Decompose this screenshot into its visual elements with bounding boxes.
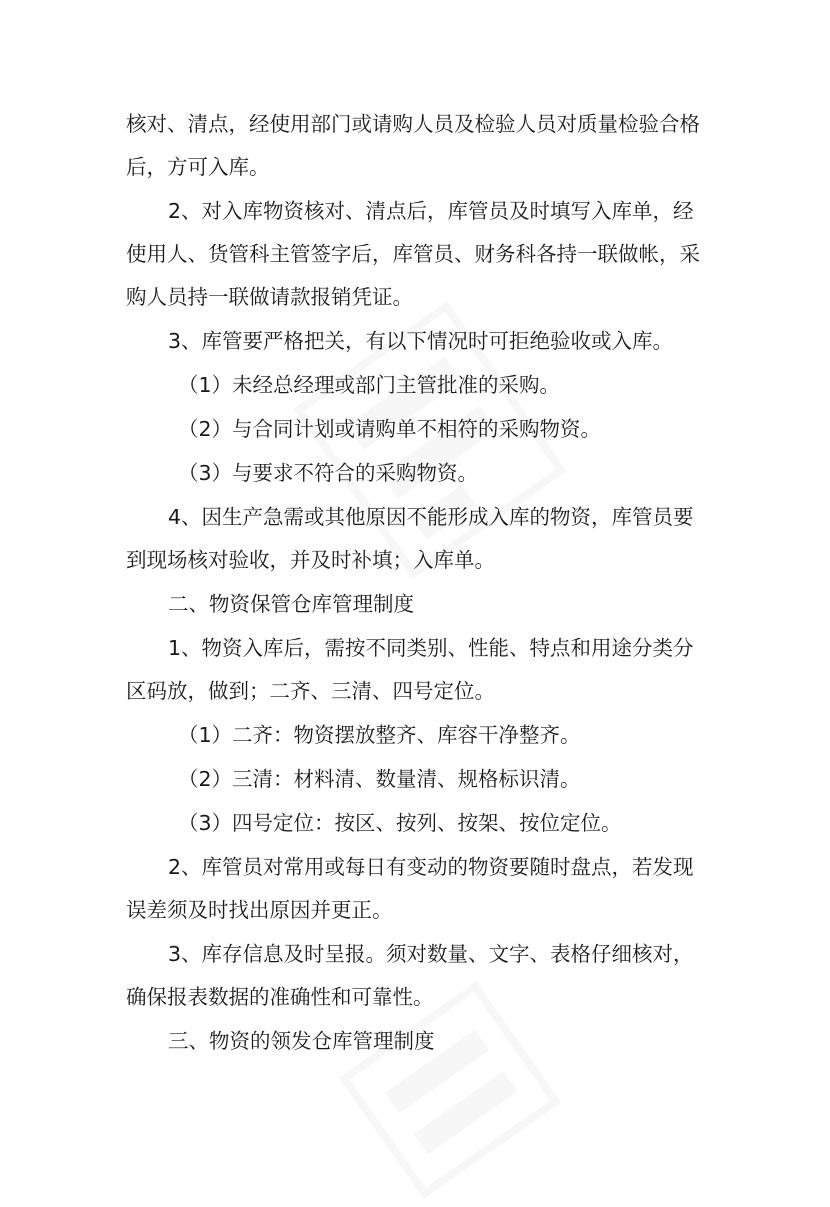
document-body	[126, 103, 716, 1063]
text-line: 3、库管要严格把关，有以下情况时可拒绝验收或入库。	[168, 329, 674, 353]
list-item: （2）三清：材料清、数量清、规格标识清。	[178, 767, 581, 791]
list-item: （3）四号定位：按区、按列、按架、按位定位。	[178, 811, 622, 835]
text-line: 核对、清点，经使用部门或请购人员及检验人员对质量检验合格	[126, 112, 700, 136]
list-item: （1）未经总经理或部门主管批准的采购。	[178, 373, 561, 397]
text-line: 到现场核对验收，并及时补填；入库单。	[126, 548, 495, 572]
list-item: （2）与合同计划或请购单不相符的采购物资。	[178, 417, 602, 441]
text-line: 确保报表数据的准确性和可靠性。	[126, 985, 434, 1009]
list-item: （1）二齐：物资摆放整齐、库容干净整齐。	[178, 723, 581, 747]
text-line: 购人员持一联做请款报销凭证。	[126, 285, 413, 309]
text-line: 2、库管员对常用或每日有变动的物资要随时盘点，若发现	[168, 855, 694, 879]
text-line: 4、因生产急需或其他原因不能形成入库的物资，库管员要	[168, 505, 694, 529]
text-line: 2、对入库物资核对、清点后，库管员及时填写入库单，经	[168, 199, 694, 223]
text-line: 1、物资入库后，需按不同类别、性能、特点和用途分类分	[168, 636, 694, 660]
text-line: 区码放，做到；二齐、三清、四号定位。	[126, 679, 495, 703]
text-line: 误差须及时找出原因并更正。	[126, 898, 393, 922]
section-heading: 三、物资的领发仓库管理制度	[168, 1029, 435, 1053]
section-heading: 二、物资保管仓库管理制度	[168, 592, 414, 616]
text-line: 后，方可入库。	[126, 155, 270, 179]
text-line: 使用人、货管科主管签字后，库管员、财务科各持一联做帐，采	[126, 242, 700, 266]
text-line: 3、库存信息及时呈报。须对数量、文字、表格仔细核对，	[168, 942, 694, 966]
list-item: （3）与要求不符合的采购物资。	[178, 461, 479, 485]
